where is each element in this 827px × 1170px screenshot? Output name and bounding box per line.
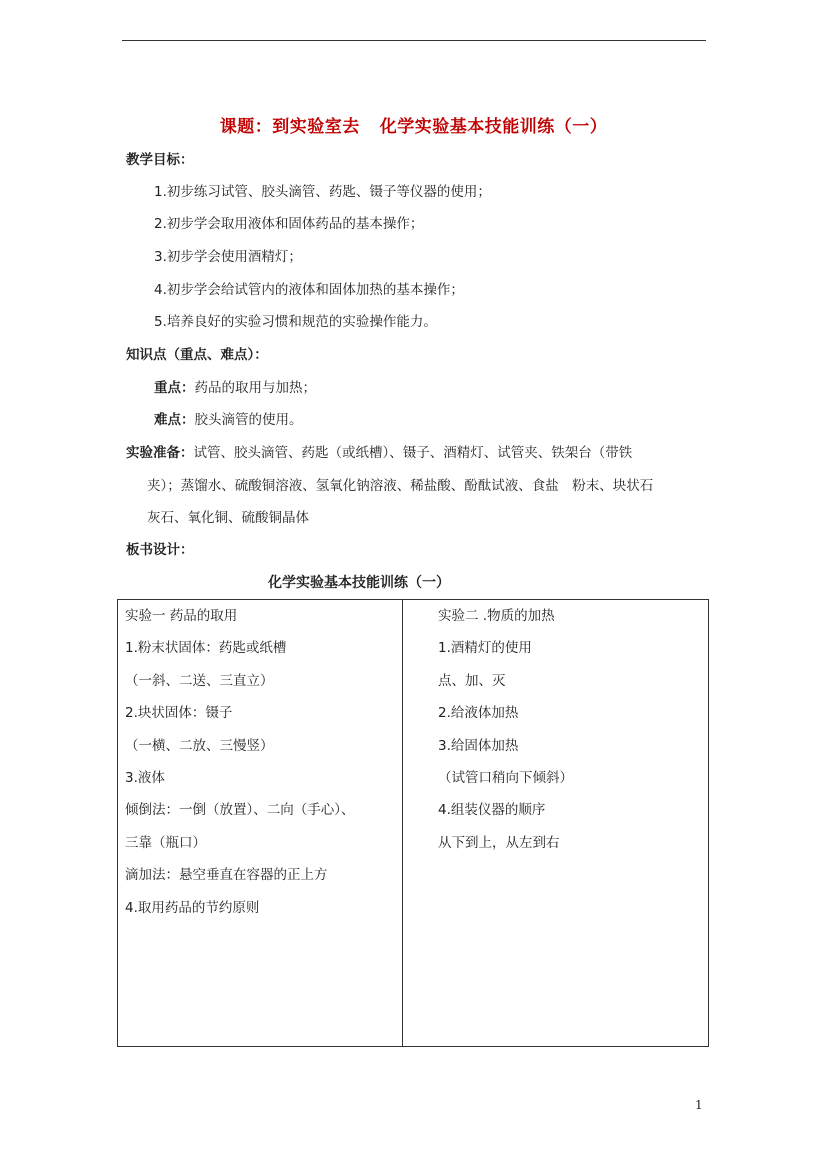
right-cell-line: （试管口稍向下倾斜） — [438, 770, 573, 786]
objective-item: 3.初步学会使用酒精灯； — [154, 249, 302, 265]
right-cell-line: 从下到上，从左到右 — [438, 835, 560, 851]
left-cell-line: （一斜、二送、三直立） — [125, 673, 274, 689]
difficult-point-label: 难点： — [154, 412, 195, 428]
right-cell-line: 1.酒精灯的使用 — [438, 640, 532, 656]
board-design-table — [117, 599, 709, 1047]
right-cell-line: 点、加、灭 — [438, 673, 506, 689]
objective-item: 2.初步学会取用液体和固体药品的基本操作； — [154, 216, 424, 232]
page-number: 1 — [695, 1098, 703, 1112]
document-title — [0, 112, 827, 137]
left-cell-line: 三靠（瓶口） — [125, 835, 206, 851]
objective-item: 4.初步学会给试管内的液体和固体加热的基本操作； — [154, 282, 464, 298]
left-cell-line: 1.粉末状固体：药匙或纸槽 — [125, 640, 287, 656]
preparation-line-3: 灰石、氧化铜、硫酸铜晶体 — [147, 510, 309, 526]
preparation-line-2: 夹）；蒸馏水、硫酸铜溶液、氢氧化钠溶液、稀盐酸、酚酞试液、食盐 粉末、块状石 — [147, 478, 654, 494]
right-cell-line: 3.给固体加热 — [438, 738, 519, 754]
difficult-point-text: 胶头滴管的使用。 — [194, 412, 303, 428]
title-part2: 化学实验基本技能训练（一） — [379, 117, 608, 137]
left-cell-line: 滴加法：悬空垂直在容器的正上方 — [125, 867, 328, 883]
left-cell-line: 倾倒法：一倒（放置）、二向（手心）、 — [125, 802, 355, 818]
knowledge-heading: 知识点（重点、难点）： — [126, 347, 268, 363]
key-point — [154, 378, 316, 398]
left-cell-line: 实验一 药品的取用 — [125, 608, 238, 624]
difficult-point — [154, 410, 303, 430]
table-divider — [402, 600, 403, 1046]
key-point-text: 药品的取用与加热； — [194, 380, 316, 396]
objective-item: 1.初步练习试管、胶头滴管、药匙、镊子等仪器的使用； — [154, 184, 491, 200]
right-cell-line: 4.组装仪器的顺序 — [438, 802, 546, 818]
left-cell-line: （一横、二放、三慢竖） — [125, 738, 274, 754]
preparation-text-1: 试管、胶头滴管、药匙（或纸槽）、镊子、酒精灯、试管夹、铁架台（带铁 — [193, 445, 633, 461]
header-rule — [122, 40, 706, 41]
objective-item: 5.培养良好的实验习惯和规范的实验操作能力。 — [154, 314, 437, 330]
left-cell-line: 2.块状固体：镊子 — [125, 705, 233, 721]
board-subtitle: 化学实验基本技能训练（一） — [268, 575, 450, 591]
preparation-line-1 — [126, 443, 632, 463]
right-cell-line: 2.给液体加热 — [438, 705, 519, 721]
title-part1: 课题：到实验室去 — [219, 117, 360, 137]
preparation-label: 实验准备： — [126, 445, 194, 461]
left-cell-line: 3.液体 — [125, 770, 165, 786]
key-point-label: 重点： — [154, 380, 195, 396]
right-cell-line: 实验二 .物质的加热 — [438, 608, 555, 624]
objectives-heading: 教学目标： — [126, 152, 194, 168]
board-design-heading: 板书设计： — [126, 542, 194, 558]
left-cell-line: 4.取用药品的节约原则 — [125, 900, 260, 916]
